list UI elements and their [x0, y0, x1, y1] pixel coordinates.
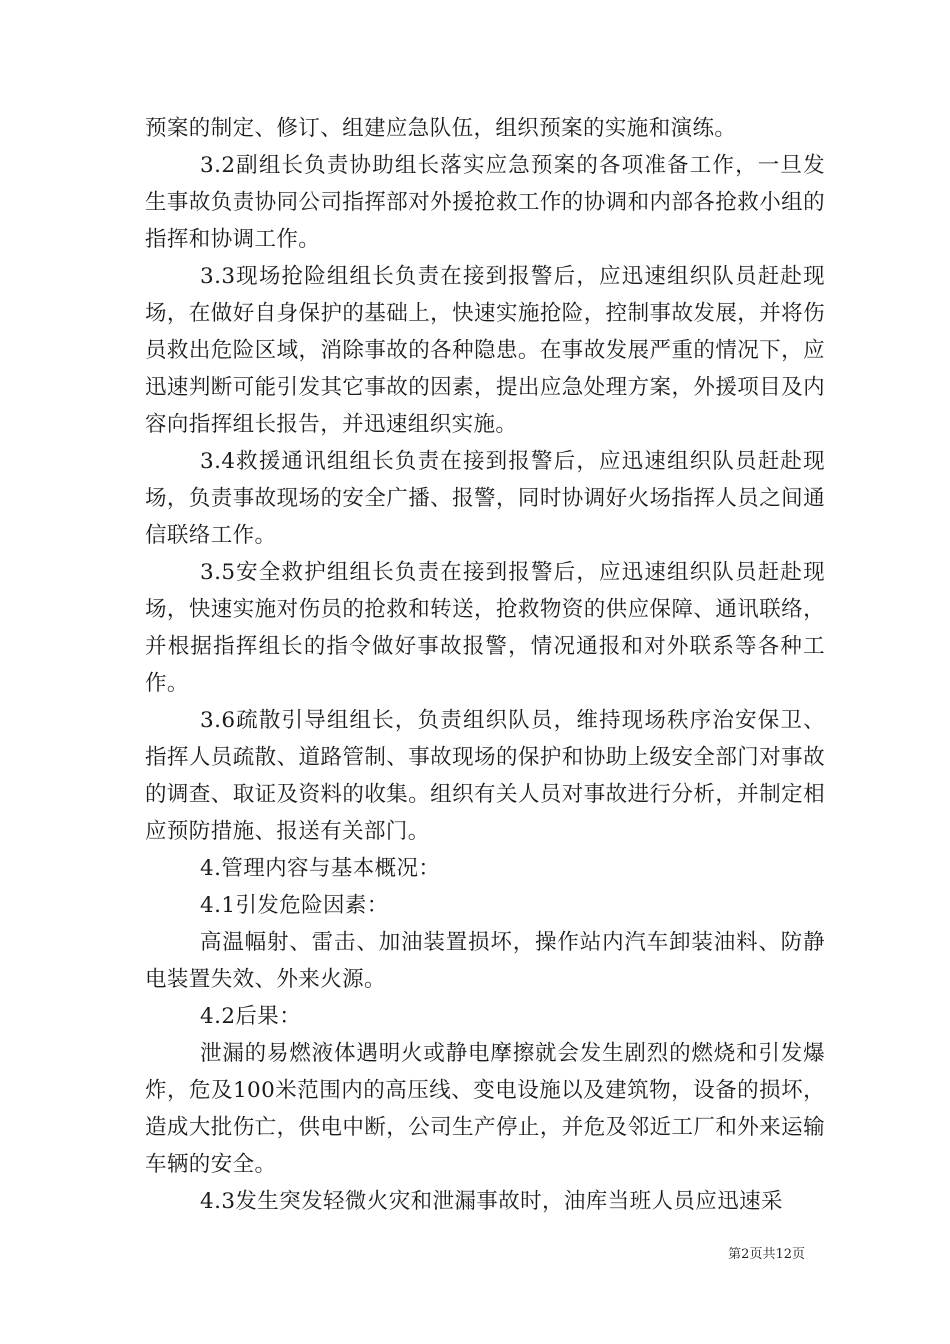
paragraph-5: 3.6疏散引导组组长，负责组织队员，维持现场秩序治安保卫、指挥人员疏散、道路管制、事故现场的保护和协助上级安全部门对事故的调查、取证及资料的收集。组织有关人员对事故进行分析，并制定相应预防措施、报送有关部门。	[145, 708, 825, 844]
paragraph-9: 4.2后果：	[200, 1004, 302, 1029]
paragraph-11: 4.3发生突发轻微火灾和泄漏事故时，油库当班人员应迅速采	[200, 1189, 783, 1214]
paragraph-3: 3.4救援通讯组组长负责在接到报警后，应迅速组织队员赶赴现场，负责事故现场的安全广播、报警，同时协调好火场指挥人员之间通信联络工作。	[145, 449, 825, 548]
paragraph-6: 4.管理内容与基本概况：	[200, 856, 441, 881]
paragraph-10: 泄漏的易燃液体遇明火或静电摩擦就会发生剧烈的燃烧和引发爆炸，危及100米范围内的高压线、变电设施以及建筑物，设备的损坏，造成大批伤亡，供电中断，公司生产停止，并危及邻近工厂和外来运输车辆的安全。	[145, 1041, 825, 1177]
paragraph-0: 预案的制定、修订、组建应急队伍，组织预案的实施和演练。	[145, 116, 737, 141]
paragraph-2: 3.3现场抢险组组长负责在接到报警后，应迅速组织队员赶赴现场，在做好自身保护的基础上，快速实施抢险，控制事故发展，并将伤员救出危险区域，消除事故的各种隐患。在事故发展严重的情况下，应迅速判断可能引发其它事故的因素，提出应急处理方案，外援项目及内容向指挥组长报告，并迅速组织实施。	[145, 264, 825, 437]
document-body	[145, 110, 825, 1220]
paragraph-7: 4.1引发危险因素：	[200, 893, 389, 918]
paragraph-8: 高温幅射、雷击、加油装置损坏，操作站内汽车卸装油料、防静电装置失效、外来火源。	[145, 930, 825, 992]
paragraph-4: 3.5安全救护组组长负责在接到报警后，应迅速组织队员赶赴现场，快速实施对伤员的抢救和转送，抢救物资的供应保障、通讯联络，并根据指挥组长的指令做好事故报警，情况通报和对外联系等各种工作。	[145, 560, 825, 696]
paragraph-1: 3.2副组长负责协助组长落实应急预案的各项准备工作，一旦发生事故负责协同公司指挥部对外援抢救工作的协调和内部各抢救小组的指挥和协调工作。	[145, 153, 825, 252]
page-number: 第2页共12页	[728, 1247, 805, 1262]
